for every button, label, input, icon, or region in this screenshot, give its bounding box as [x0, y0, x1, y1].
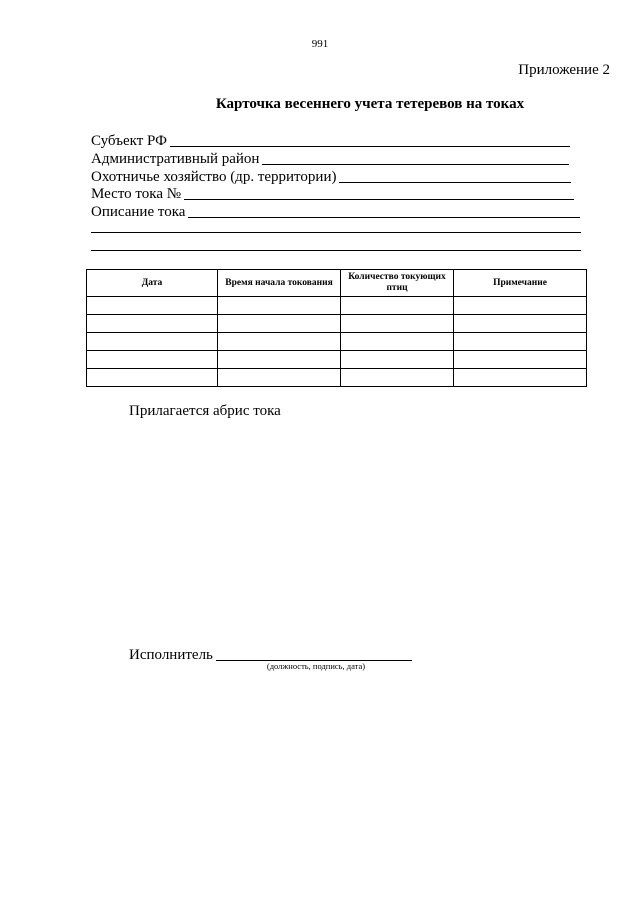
hunting-ground-field — [91, 168, 571, 186]
table-cell[interactable] — [87, 333, 218, 351]
table-cell[interactable] — [218, 315, 341, 333]
lek-description-label: Описание тока — [91, 204, 186, 220]
column-header-bird-count: Количество токующих птиц — [341, 270, 454, 297]
table-cell[interactable] — [454, 333, 587, 351]
table-header-row — [87, 270, 587, 297]
table-row — [87, 333, 587, 351]
table-cell[interactable] — [218, 333, 341, 351]
table-cell[interactable] — [87, 297, 218, 315]
table-cell[interactable] — [454, 315, 587, 333]
table-row — [87, 297, 587, 315]
lek-description-line[interactable] — [188, 217, 580, 218]
document-title: Карточка весеннего учета тетеревов на токах — [215, 96, 525, 112]
table-cell[interactable] — [454, 297, 587, 315]
lek-description-line-2[interactable] — [91, 232, 581, 233]
table-cell[interactable] — [87, 351, 218, 369]
hunting-ground-label: Охотничье хозяйство (др. территории) — [91, 169, 337, 185]
subject-label: Субъект РФ — [91, 133, 167, 149]
district-label: Административный район — [91, 151, 260, 167]
lek-place-label: Место тока № — [91, 186, 182, 202]
table-row — [87, 315, 587, 333]
column-header-note: Примечание — [454, 270, 587, 297]
lek-place-line[interactable] — [184, 199, 574, 200]
table-row — [87, 369, 587, 387]
table-cell[interactable] — [87, 315, 218, 333]
table-cell[interactable] — [341, 297, 454, 315]
table-cell[interactable] — [218, 369, 341, 387]
table-cell[interactable] — [341, 369, 454, 387]
table-cell[interactable] — [454, 369, 587, 387]
table-cell[interactable] — [341, 315, 454, 333]
table-cell[interactable] — [341, 333, 454, 351]
district-field — [91, 150, 569, 168]
table-cell[interactable] — [341, 351, 454, 369]
attached-sketch-note: Прилагается абрис тока — [129, 403, 281, 419]
table-cell[interactable] — [454, 351, 587, 369]
subject-field — [91, 132, 570, 150]
table-cell[interactable] — [218, 297, 341, 315]
table-row — [87, 351, 587, 369]
district-line[interactable] — [262, 164, 569, 165]
executor-hint: (должность, подпись, дата) — [266, 661, 366, 671]
lek-description-line-3[interactable] — [91, 250, 581, 251]
column-header-start-time: Время начала токования — [218, 270, 341, 297]
subject-line[interactable] — [170, 146, 570, 147]
column-header-date: Дата — [87, 270, 218, 297]
table-cell[interactable] — [87, 369, 218, 387]
appendix-label: Приложение 2 — [518, 62, 610, 78]
page-number: 991 — [311, 38, 329, 50]
table-cell[interactable] — [218, 351, 341, 369]
lek-description-field — [91, 203, 580, 221]
executor-label: Исполнитель — [129, 647, 213, 663]
lek-place-field — [91, 185, 574, 203]
lek-count-table — [86, 269, 587, 387]
hunting-ground-line[interactable] — [339, 182, 571, 183]
